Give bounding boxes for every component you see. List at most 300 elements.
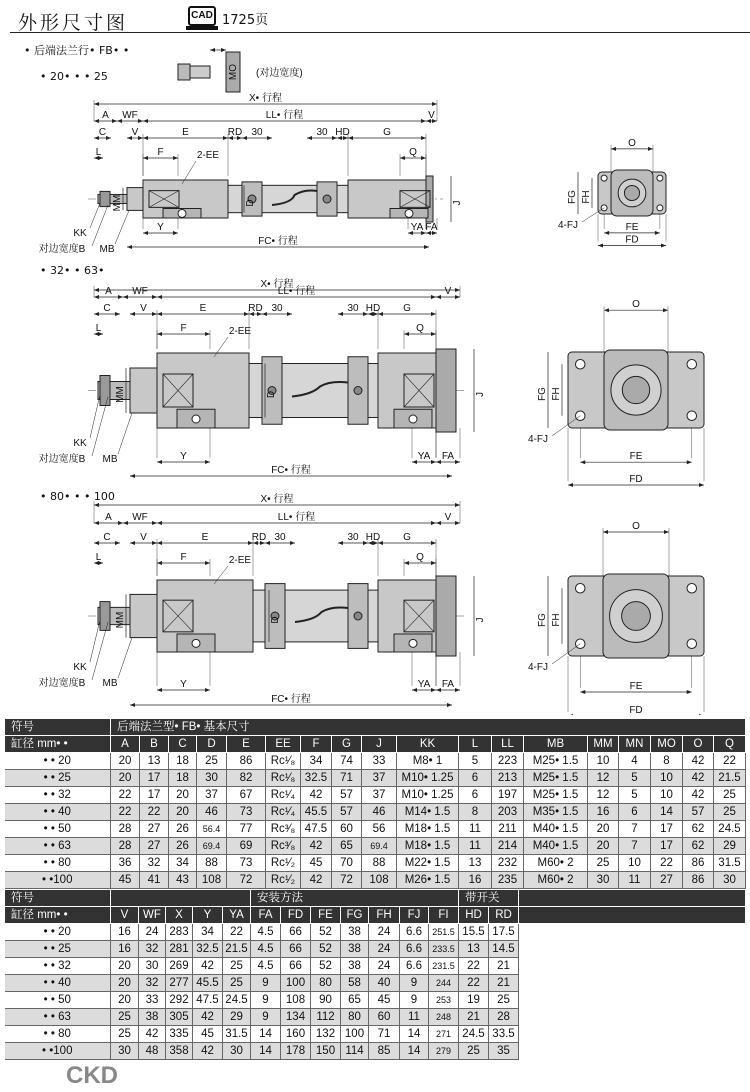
arrowhead [455, 521, 460, 525]
dimension-label: 30 [251, 127, 263, 138]
arrowhead [604, 308, 609, 312]
value-cell: 6 [459, 770, 492, 787]
value-cell: 20 [111, 975, 139, 992]
value-cell: 335 [166, 1026, 193, 1043]
value-cell: 52 [311, 958, 341, 975]
switch-screw [354, 387, 362, 395]
value-cell: 17.5 [489, 924, 519, 941]
dimension-label: FD [625, 234, 639, 246]
value-cell: 33 [362, 753, 397, 770]
dimension-label: F [157, 147, 164, 158]
value-cell: 132 [311, 1026, 341, 1043]
value-cell: 34 [301, 753, 332, 770]
arrowhead [127, 245, 132, 249]
value-cell: 48 [139, 1043, 166, 1060]
bore-cell: • • 80 [5, 1026, 111, 1043]
value-cell: 42 [683, 787, 714, 804]
value-cell: 70 [332, 855, 362, 872]
value-cell: 34 [169, 855, 197, 872]
column-header-row [5, 736, 746, 753]
value-cell: 17 [140, 770, 169, 787]
dimension-label: A [105, 512, 112, 523]
port-label: 2-EE [228, 326, 252, 337]
value-cell: 60 [369, 1009, 400, 1026]
arrowhead [431, 541, 436, 545]
value-cell: 9 [400, 975, 429, 992]
value-cell: 37 [197, 787, 227, 804]
group-header: 后端法兰型• FB• 基本尺寸 [111, 719, 746, 736]
dimension-label: F [180, 552, 187, 563]
arrowhead [687, 690, 692, 694]
arrowhead [157, 541, 162, 545]
arrowhead [157, 332, 162, 336]
value-cell: 9 [251, 975, 281, 992]
page-reference[interactable]: 1725页 [222, 13, 269, 28]
value-cell: 25 [197, 753, 227, 770]
rod-nut [178, 64, 190, 80]
column-header: Y [193, 907, 223, 924]
dimension-label: FD [629, 474, 643, 485]
bore-range-2: • 32• • 63• [40, 264, 105, 277]
mo-label: MO [228, 63, 239, 81]
value-cell: 160 [281, 1026, 311, 1043]
arrowhead [205, 688, 210, 692]
value-cell: 38 [341, 958, 369, 975]
mounting-hole [687, 583, 697, 593]
value-cell: 69.4 [197, 838, 227, 855]
dimension-label: RD [251, 532, 267, 543]
arrowhead [603, 530, 608, 534]
value-cell: 6.6 [400, 941, 429, 958]
column-header: FH [369, 907, 400, 924]
value-cell: 40 [369, 975, 400, 992]
value-cell: M40• 1.5 [524, 838, 588, 855]
value-cell: 269 [166, 958, 193, 975]
arrowhead [205, 460, 210, 464]
value-cell: 42 [193, 1043, 223, 1060]
arrowhead [123, 521, 128, 525]
port-icon [192, 639, 200, 647]
value-cell: 11 [400, 1009, 429, 1026]
column-header: B [140, 736, 169, 753]
arrowhead [138, 136, 143, 140]
value-cell: 86 [683, 855, 714, 872]
bore-cell: • • 50 [5, 992, 111, 1009]
value-cell: 14 [400, 1043, 429, 1060]
column-header: FJ [400, 907, 429, 924]
arrowhead [157, 460, 162, 464]
mounting-hole [657, 175, 663, 181]
value-cell: 33 [139, 992, 166, 1009]
mounting-hole [687, 411, 697, 421]
drawing-line [582, 208, 604, 222]
value-cell: 13 [459, 941, 489, 958]
port-icon [409, 415, 417, 423]
value-cell: 108 [197, 872, 227, 889]
dimension-label: O [632, 299, 640, 311]
bore-cell: • • 40 [5, 975, 111, 992]
value-cell: 277 [166, 975, 193, 992]
bore-cell: • • 40 [5, 804, 111, 821]
value-cell: Rc¹⁄₂ [266, 855, 301, 872]
value-cell: 20 [111, 770, 140, 787]
dimension-label: C [103, 532, 111, 543]
dimension-label: J [475, 392, 486, 397]
dimension-label: Y [157, 222, 164, 233]
value-cell: 20 [169, 804, 197, 821]
value-cell: 30 [197, 770, 227, 787]
arrowhead [205, 332, 210, 336]
rod-cover-boss [130, 594, 157, 637]
table-row [5, 924, 746, 941]
arrowhead [431, 312, 436, 316]
value-cell: 9 [251, 1009, 281, 1026]
rod-end-face [624, 185, 639, 200]
dimension-label: RD [248, 303, 263, 314]
dimension-label: A [102, 110, 109, 121]
arrowhead [130, 474, 135, 478]
dimension-label: 30 [274, 532, 286, 543]
table-row [5, 1043, 746, 1060]
fj-label: 4-FJ [528, 434, 548, 445]
value-cell: 25 [714, 787, 746, 804]
arrowhead [130, 541, 135, 545]
value-cell: 134 [281, 1009, 311, 1026]
kk-label: KK [73, 228, 87, 239]
dimension-label: D [266, 390, 277, 399]
value-cell: Rc¹⁄₈ [266, 753, 301, 770]
arrowhead [94, 521, 99, 525]
arrowhead [568, 483, 573, 487]
column-header: E [227, 736, 266, 753]
column-header: FD [281, 907, 311, 924]
dimension-label: C [98, 127, 107, 138]
empty-cell [519, 975, 746, 992]
value-cell: 47.5 [301, 821, 332, 838]
dimension-label: FC• 行程 [271, 465, 311, 476]
port-icon [192, 415, 200, 423]
column-header: F [301, 736, 332, 753]
value-cell: 10 [588, 753, 619, 770]
arrowhead [436, 295, 441, 299]
value-cell: 42 [301, 787, 332, 804]
value-cell: 22 [140, 804, 169, 821]
column-header: FA [251, 907, 281, 924]
empty-cell [519, 1026, 746, 1043]
value-cell: 24.5 [714, 821, 746, 838]
arrowhead [157, 688, 162, 692]
value-cell: 5 [459, 753, 492, 770]
value-cell: 19 [459, 992, 489, 1009]
value-cell: 197 [492, 787, 524, 804]
value-cell: 10 [651, 770, 683, 787]
dimension-label: Q [409, 147, 417, 158]
drawing-line [118, 413, 132, 454]
dimension-label: Q [416, 323, 424, 334]
value-cell: 41 [140, 872, 169, 889]
value-cell: 21.5 [714, 770, 746, 787]
fj-label: 4-FJ [558, 220, 578, 231]
value-cell: 22 [111, 787, 140, 804]
value-cell: 27 [140, 821, 169, 838]
mb-label: MB [102, 678, 118, 689]
arrowhead [94, 102, 99, 106]
arrowhead [287, 312, 292, 316]
column-header: G [332, 736, 362, 753]
dimension-label: FA [441, 679, 455, 690]
column-header: FE [311, 907, 341, 924]
table-row [5, 838, 746, 855]
arrowhead [94, 312, 99, 316]
value-cell: 57 [332, 804, 362, 821]
column-header: MM [588, 736, 619, 753]
drawing-line [90, 203, 100, 228]
value-cell: 46 [197, 804, 227, 821]
value-cell: Rc¹⁄₈ [266, 770, 301, 787]
table-row [5, 975, 746, 992]
value-cell: 42 [193, 958, 223, 975]
bore-cell: • • 80 [5, 855, 111, 872]
value-cell: 271 [429, 1026, 459, 1043]
column-header: D [197, 736, 227, 753]
value-cell: 88 [362, 855, 397, 872]
dimension-label: FH [551, 387, 562, 401]
dimension-label: L [95, 552, 102, 563]
value-cell: 26 [169, 838, 197, 855]
arrowhead [431, 688, 436, 692]
value-cell: 16 [111, 924, 139, 941]
dimension-label: FE [629, 681, 643, 692]
value-cell: 38 [341, 924, 369, 941]
value-cell: 214 [492, 838, 524, 855]
value-cell: 24 [369, 924, 400, 941]
bore-cell: • • 63 [5, 1009, 111, 1026]
arrowhead [338, 541, 343, 545]
value-cell: 11 [459, 821, 492, 838]
dimension-label: FA [441, 451, 455, 462]
column-header: RD [489, 907, 519, 924]
arrowhead [604, 231, 609, 235]
value-cell: 72 [227, 872, 266, 889]
arrowhead [431, 521, 436, 525]
arrowhead [400, 156, 405, 160]
value-cell: 203 [492, 804, 524, 821]
value-cell: 37 [362, 787, 397, 804]
dimension-label: FG [567, 190, 578, 204]
value-cell: 232 [492, 855, 524, 872]
dimension-label: X• 行程 [249, 93, 282, 104]
arrowhead [152, 541, 157, 545]
empty-cell [519, 924, 746, 941]
value-cell: M10• 1.25 [397, 770, 459, 787]
arrowhead [432, 102, 437, 106]
value-cell: 178 [281, 1043, 311, 1060]
value-cell: 14 [251, 1043, 281, 1060]
empty-cell [519, 1009, 746, 1026]
value-cell: 38 [341, 941, 369, 958]
value-cell: 25 [111, 1009, 139, 1026]
bore-cell: • • 32 [5, 958, 111, 975]
value-cell: M18• 1.5 [397, 838, 459, 855]
arrowhead [431, 460, 436, 464]
value-cell: 45 [111, 872, 140, 889]
value-cell: 25 [459, 1043, 489, 1060]
value-cell: 13 [459, 855, 492, 872]
cad-icon[interactable]: CAD [188, 6, 216, 26]
arrowhead [648, 147, 653, 151]
arrowhead [661, 244, 666, 248]
value-cell: 28 [489, 1009, 519, 1026]
column-header: YA [223, 907, 251, 924]
table-row [5, 958, 746, 975]
mounting-hole [575, 359, 585, 369]
value-cell: 251.5 [429, 924, 459, 941]
table-row [5, 941, 746, 958]
value-cell: 25 [223, 958, 251, 975]
value-cell: 52 [311, 924, 341, 941]
rear-flange [436, 576, 456, 656]
arrowhead [580, 460, 585, 464]
arrowhead [699, 714, 704, 715]
value-cell: 47.5 [193, 992, 223, 1009]
value-cell: Rc¹⁄₄ [266, 804, 301, 821]
value-cell: 211 [492, 821, 524, 838]
value-cell: 7 [619, 821, 651, 838]
arrowhead [568, 714, 573, 715]
rod-cover-boss [127, 188, 143, 211]
dimension-label: J [475, 617, 486, 623]
rod-nut [100, 376, 110, 406]
arrowhead [436, 688, 441, 692]
value-cell: 13 [140, 753, 169, 770]
value-cell: 25 [489, 992, 519, 1009]
value-cell: 42 [683, 770, 714, 787]
arrowhead [173, 156, 178, 160]
value-cell: 15.5 [459, 924, 489, 941]
value-cell: 74 [332, 753, 362, 770]
mounting-hole [657, 205, 663, 211]
arrowhead [664, 530, 669, 534]
arrowhead [94, 541, 99, 545]
value-cell: 65 [341, 992, 369, 1009]
column-header: MN [619, 736, 651, 753]
value-cell: 28 [111, 838, 140, 855]
column-header: HD [459, 907, 489, 924]
basic-dimensions-table [4, 718, 746, 889]
value-cell: 86 [227, 753, 266, 770]
value-cell: 253 [429, 992, 459, 1009]
dimension-label: 30 [347, 303, 359, 314]
value-cell: 37 [362, 770, 397, 787]
value-cell: 42 [683, 753, 714, 770]
across-flats-note: (对边宽度) [256, 68, 303, 79]
table-row [5, 787, 746, 804]
value-cell: 22 [223, 924, 251, 941]
arrowhead [173, 231, 178, 235]
value-cell: 4 [619, 753, 651, 770]
across-flats-label: 对边宽度B [38, 244, 86, 255]
arrowhead [138, 119, 143, 123]
dimension-label: WF [132, 512, 148, 523]
dimension-label: V [140, 303, 147, 314]
bore-cell: • •100 [5, 872, 111, 889]
arrowhead [242, 136, 247, 140]
value-cell: 90 [311, 992, 341, 1009]
value-cell: M18• 1.5 [397, 821, 459, 838]
dimension-label: V [428, 110, 435, 121]
value-cell: 25 [714, 804, 746, 821]
value-cell: Rc¹⁄₂ [266, 872, 301, 889]
value-cell: 71 [369, 1026, 400, 1043]
dimension-label: V [444, 286, 452, 297]
column-header: WF [139, 907, 166, 924]
value-cell: 25 [223, 975, 251, 992]
value-cell: Rc¹⁄₄ [266, 787, 301, 804]
corner-header-top: 符号 [5, 719, 111, 736]
arrowhead [421, 136, 426, 140]
arrowhead [143, 119, 148, 123]
value-cell: 18 [169, 753, 197, 770]
value-cell: M25• 1.5 [524, 770, 588, 787]
dimension-label: 30 [347, 532, 359, 543]
dimension-label: A [105, 286, 112, 297]
dimension-label: E [182, 127, 189, 138]
value-cell: 32.5 [301, 770, 332, 787]
value-cell: M26• 1.5 [397, 872, 459, 889]
value-cell: 292 [166, 992, 193, 1009]
value-cell: 114 [341, 1043, 369, 1060]
value-cell: 4.5 [251, 941, 281, 958]
value-cell: 9 [251, 992, 281, 1009]
value-cell: M14• 1.5 [397, 804, 459, 821]
value-cell: Rc³⁄₈ [266, 821, 301, 838]
column-header: MO [651, 736, 683, 753]
value-cell: 21 [489, 958, 519, 975]
value-cell: 4.5 [251, 924, 281, 941]
dimension-label: Y [180, 451, 187, 462]
table-row [5, 1026, 746, 1043]
arrowhead [118, 295, 123, 299]
arrowhead [152, 521, 157, 525]
arrowhead [687, 460, 692, 464]
arrowhead [447, 474, 452, 478]
value-cell: 30 [111, 1043, 139, 1060]
arrowhead [130, 312, 135, 316]
rear-flange [436, 349, 456, 432]
arrowhead [267, 136, 272, 140]
value-cell: 12 [588, 787, 619, 804]
empty-cell [519, 958, 746, 975]
corner-header: 缸径 mm• • [5, 907, 111, 924]
value-cell: 20 [111, 992, 139, 1009]
value-cell: 21 [459, 1009, 489, 1026]
value-cell: 80 [311, 975, 341, 992]
arrowhead [143, 156, 148, 160]
value-cell: M25• 1.5 [524, 753, 588, 770]
arrowhead [143, 231, 148, 235]
dimension-tables [4, 718, 750, 1089]
value-cell: 31.5 [714, 855, 746, 872]
arrowhead [290, 541, 295, 545]
value-cell: 6.6 [400, 958, 429, 975]
dimension-label: O [632, 521, 640, 532]
value-cell: 45 [193, 1026, 223, 1043]
drawing-line [115, 210, 129, 244]
value-cell: 17 [651, 838, 683, 855]
arrowhead [655, 231, 660, 235]
value-cell: 17 [651, 821, 683, 838]
value-cell: M8• 1 [397, 753, 459, 770]
